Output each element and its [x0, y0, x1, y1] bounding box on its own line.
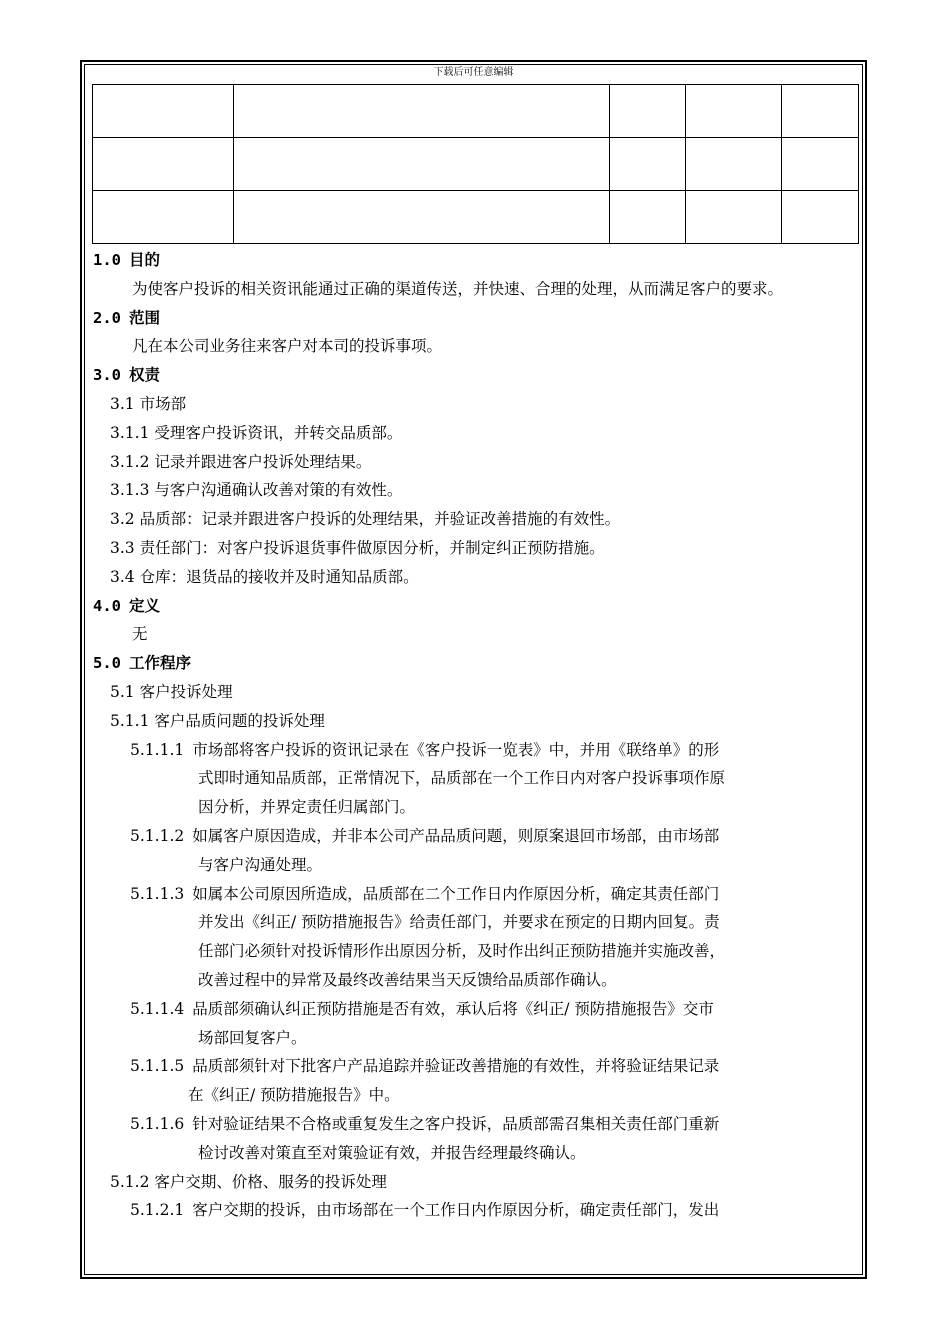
section-text: 无 [132, 625, 148, 644]
table-cell [782, 138, 859, 191]
table-cell [782, 191, 859, 244]
list-item-continuation: 在《纠正/ 预防措施报告》中。 [188, 1086, 400, 1105]
list-item-continuation: 式即时通知品质部，正常情况下，品质部在一个工作日内对客户投诉事项作原 [198, 769, 726, 788]
list-item: 5.1.1.4 品质部须确认纠正预防措施是否有效，承认后将《纠正/ 预防措施报告》交市 [130, 999, 714, 1018]
section-heading: 2.0 范围 [93, 308, 161, 327]
section-text: 为使客户投诉的相关资讯能通过正确的渠道传送，并快速、合理的处理，从而满足客户的要求。 [132, 279, 784, 298]
list-item: 3.1 市场部 [110, 394, 187, 413]
section-heading: 3.0 权责 [93, 366, 161, 385]
list-item: 5.1.1.6 针对验证结果不合格或重复发生之客户投诉，品质部需召集相关责任部门重新 [130, 1114, 720, 1133]
list-item-continuation: 改善过程中的异常及最终改善结果当天反馈给品质部作确认。 [198, 970, 617, 989]
list-item: 5.1.1.5 品质部须针对下批客户产品追踪并验证改善措施的有效性，并将验证结果记录 [130, 1057, 720, 1076]
table-cell [93, 85, 234, 138]
list-item: 5.1.1.2 如属客户原因造成，并非本公司产品品质问题，则原案退回市场部，由市场部 [130, 826, 720, 845]
table-cell [234, 191, 610, 244]
section-text: 凡在本公司业务往来客户对本司的投诉事项。 [132, 337, 443, 356]
section-heading: 5.0 工作程序 [93, 654, 192, 673]
list-item-continuation: 任部门必须针对投诉情形作出原因分析，及时作出纠正预防措施并实施改善， [198, 942, 726, 961]
table-cell [686, 138, 782, 191]
table-row [93, 191, 859, 244]
list-item: 3.2 品质部：记录并跟进客户投诉的处理结果，并验证改善措施的有效性。 [110, 510, 621, 529]
list-item: 5.1.2 客户交期、价格、服务的投诉处理 [110, 1172, 387, 1191]
table-cell [93, 138, 234, 191]
table-cell [686, 191, 782, 244]
list-item: 3.3 责任部门：对客户投诉退货事件做原因分析，并制定纠正预防措施。 [110, 538, 605, 557]
table-cell [686, 85, 782, 138]
table-cell [610, 85, 686, 138]
list-item-continuation: 与客户沟通处理。 [198, 855, 323, 874]
list-item: 3.1.2 记录并跟进客户投诉处理结果。 [110, 452, 372, 471]
list-item-continuation: 因分析，并界定责任归属部门。 [198, 798, 416, 817]
list-item-continuation: 场部回复客户。 [198, 1028, 307, 1047]
list-item: 5.1 客户投诉处理 [110, 682, 233, 701]
list-item: 3.4 仓库：退货品的接收并及时通知品质部。 [110, 567, 419, 586]
section-heading: 1.0 目的 [93, 251, 161, 269]
table-cell [234, 138, 610, 191]
list-item: 5.1.2.1 客户交期的投诉，由市场部在一个工作日内作原因分析，确定责任部门，发出 [130, 1201, 720, 1220]
header-note: 下载后可任意编辑 [433, 67, 514, 78]
list-item: 5.1.1 客户品质问题的投诉处理 [110, 711, 325, 730]
table-cell [93, 191, 234, 244]
list-item: 3.1.1 受理客户投诉资讯，并转交品质部。 [110, 423, 403, 442]
table-cell [610, 138, 686, 191]
list-item-continuation: 检讨改善对策直至对策验证有效，并报告经理最终确认。 [198, 1143, 586, 1162]
document-body [93, 246, 859, 1225]
table-row [93, 85, 859, 138]
list-item: 3.1.3 与客户沟通确认改善对策的有效性。 [110, 481, 403, 500]
list-item-continuation: 并发出《纠正/ 预防措施报告》给责任部门，并要求在预定的日期内回复。责 [198, 913, 720, 932]
list-item: 5.1.1.3 如属本公司原因所造成，品质部在二个工作日内作原因分析，确定其责任部门 [130, 884, 720, 903]
table-cell [610, 191, 686, 244]
header-table [92, 84, 859, 244]
table-cell [782, 85, 859, 138]
table-cell [234, 85, 610, 138]
table-row [93, 138, 859, 191]
section-heading: 4.0 定义 [93, 596, 161, 615]
list-item: 5.1.1.1 市场部将客户投诉的资讯记录在《客户投诉一览表》中，并用《联络单》的形 [130, 740, 720, 759]
